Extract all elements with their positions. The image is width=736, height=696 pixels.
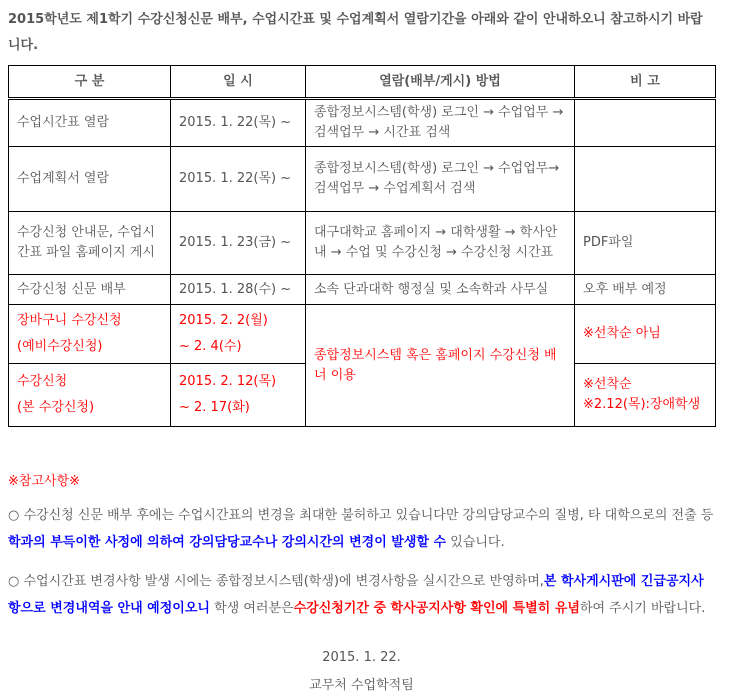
schedule-table xyxy=(8,65,716,427)
cell-date-line1: 2015. 2. 2(월) xyxy=(179,313,268,328)
header-method: 열람(배부/게시) 방법 xyxy=(306,66,575,99)
cell-date xyxy=(171,305,306,364)
cell-note: 오후 배부 예정 xyxy=(575,275,716,305)
cell-category: 수업계획서 열람 xyxy=(9,147,171,212)
cell-category-line1: 수강신청 xyxy=(17,374,68,389)
cell-method: 소속 단과대학 행정실 및 소속학과 사무실 xyxy=(306,275,575,305)
table-row-basket-registration xyxy=(9,305,716,364)
cell-note: PDF파일 xyxy=(575,212,716,275)
cell-note-line1: ※선착순 xyxy=(583,377,632,392)
cell-date-line1: 2015. 2. 12(목) xyxy=(179,374,277,389)
cell-category: 수강신청 신문 배부 xyxy=(9,275,171,305)
note1-highlight-blue: 학과의 부득이한 사정에 의하여 강의담당교수나 강의시간의 변경이 발생할 수 xyxy=(8,535,447,550)
document-footer xyxy=(8,648,715,696)
note-change-announcement xyxy=(8,568,715,622)
cell-category: 수업시간표 열람 xyxy=(9,99,171,147)
cell-category-line2: (본 수강신청) xyxy=(17,400,95,415)
note1-text-end: 있습니다. xyxy=(446,535,505,550)
cell-date: 2015. 1. 23(금) ~ xyxy=(171,212,306,275)
cell-category-line2: (예비수강신청) xyxy=(17,339,103,354)
note2-highlight-red: 수강신청기간 중 학사공지사항 확인에 특별히 유념 xyxy=(293,601,580,616)
table-row xyxy=(9,147,716,212)
cell-method: 대구대학교 홈페이지 → 대학생활 → 학사안내 → 수업 및 수강신청 → 수강신청 시간표 xyxy=(306,212,575,275)
table-row xyxy=(9,212,716,275)
note2-text-mid: 학생 여러분은 xyxy=(209,601,294,616)
cell-date-line2: ~ 2. 17(화) xyxy=(179,400,250,415)
table-row xyxy=(9,275,716,305)
header-datetime: 일 시 xyxy=(171,66,306,99)
cell-method: 종합정보시스템(학생) 로그인 → 수업업무 → 검색업무 → 시간표 검색 xyxy=(306,99,575,147)
cell-note: ※선착순 아님 xyxy=(575,305,716,364)
cell-note-line2: ※2.12(목):장애학생 xyxy=(583,397,701,412)
cell-date: 2015. 1. 22(목) ~ xyxy=(171,99,306,147)
notice-title: 2015학년도 제1학기 수강신청신문 배부, 수업시간표 및 수업계획서 열람기간을 아래와 같이 안내하오니 참고하시기 바랍니다. xyxy=(8,12,703,53)
cell-note xyxy=(575,364,716,427)
footer-date: 2015. 1. 22. xyxy=(322,650,401,665)
cell-date xyxy=(171,364,306,427)
cell-date: 2015. 1. 22(목) ~ xyxy=(171,147,306,212)
note1-text: ○ 수강신청 신문 배부 후에는 수업시간표의 변경을 최대한 불허하고 있습니다만 강의담당교수의 질병, 타 대학으로의 전출 등 xyxy=(8,508,714,523)
cell-category xyxy=(9,364,171,427)
cell-method: 종합정보시스템(학생) 로그인 → 수업업무→ 검색업무 → 수업계획서 검색 xyxy=(306,147,575,212)
cell-date-line2: ~ 2. 4(수) xyxy=(179,339,242,354)
cell-date: 2015. 1. 28(수) ~ xyxy=(171,275,306,305)
note2-text: ○ 수업시간표 변경사항 발생 시에는 종합정보시스템(학생)에 변경사항을 실시간으로 반영하며, xyxy=(8,574,544,589)
cell-category: 수강신청 안내문, 수업시간표 파일 홈페이지 게시 xyxy=(9,212,171,275)
cell-note xyxy=(575,147,716,212)
cell-category-line1: 장바구니 수강신청 xyxy=(17,313,122,328)
table-header-row xyxy=(9,66,716,99)
header-note: 비 고 xyxy=(575,66,716,99)
cell-category xyxy=(9,305,171,364)
table-row xyxy=(9,99,716,147)
note-timetable-change xyxy=(8,502,715,556)
notes-heading: ※참고사항※ xyxy=(8,474,81,489)
note2-text-end: 하여 주시기 바랍니다. xyxy=(579,601,706,616)
cell-method-merged: 종합정보시스템 혹은 홈페이지 수강신청 배너 이용 xyxy=(306,305,575,427)
footer-department: 교무처 수업학적팀 xyxy=(309,678,414,693)
cell-note xyxy=(575,99,716,147)
reference-notes-section xyxy=(8,472,715,622)
header-category: 구 분 xyxy=(9,66,171,99)
note2-highlight-blue: 본 학사게시판에 긴급공지사항으로 변경내역을 안내 예정이오니 xyxy=(8,574,704,616)
